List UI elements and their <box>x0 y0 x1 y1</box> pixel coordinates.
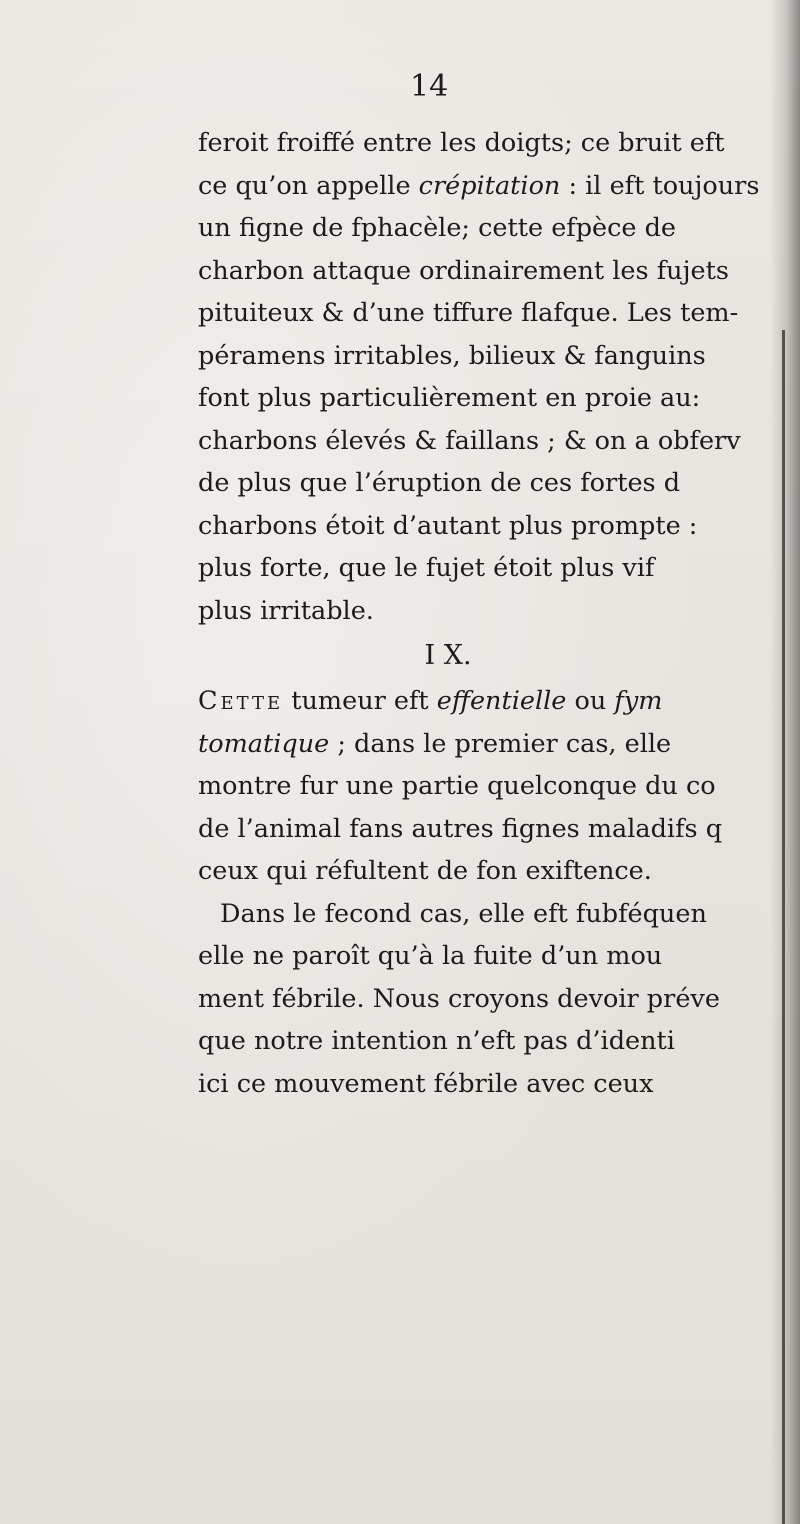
text-line: un figne de fphacèle; cette efpèce de <box>198 213 677 243</box>
opening-word: Cette <box>198 686 284 716</box>
text-line: plus forte, que le fujet étoit plus vif <box>198 553 655 583</box>
text-line: elle ne paroît qu’à la fuite d’un mou <box>198 941 663 971</box>
text-line: pituiteux & d’une tiffure flafque. Les tem- <box>198 298 739 328</box>
text-line: de plus que l’éruption de ces fortes d <box>198 468 681 498</box>
page-number: 14 <box>410 69 449 104</box>
text-line: péramens irritables, bilieux & fanguins <box>198 340 706 371</box>
text-line: charbon attaque ordinairement les fujets <box>198 255 729 286</box>
italic-term-tomatique: tomatique <box>198 728 330 759</box>
italic-term-fym: fym <box>614 686 663 716</box>
text-line: charbons étoit d’autant plus prompte : <box>198 510 698 541</box>
text-run: ou <box>566 686 615 716</box>
text-line: feroit froiffé entre les doigts; ce bruit eft <box>198 128 725 158</box>
italic-term-crepitation: crépitation <box>418 170 561 201</box>
text-line: ceux qui réfultent de fon exiftence. <box>198 856 652 886</box>
text-run: : il eft toujours <box>560 170 760 201</box>
text-line: ici ce mouvement fébrile avec ceux <box>198 1068 654 1099</box>
text-line <box>198 680 790 723</box>
text-run: ; dans le premier cas, elle <box>329 728 672 759</box>
page-edge-shadow <box>770 0 800 1524</box>
text-line <box>198 165 790 208</box>
text-line: Dans le fecond cas, elle eft fubféquen <box>220 898 707 929</box>
italic-term-effentielle: effentielle <box>436 686 567 716</box>
text-line: que notre intention n’eft pas d’identi <box>198 1026 675 1056</box>
text-line: plus irritable. <box>198 595 374 626</box>
text-line <box>198 723 790 766</box>
text-line: de l’animal fans autres fignes maladifs q <box>198 813 723 844</box>
text-run: tumeur eft <box>283 686 437 716</box>
text-line: charbons élevés & faillans ; & on a obferv <box>198 425 741 456</box>
text-line: font plus particulièrement en proie au: <box>198 383 701 413</box>
section-heading: I X. <box>424 640 472 671</box>
binding-edge <box>782 330 785 1524</box>
text-line: ment fébrile. Nous croyons devoir préve <box>198 983 720 1014</box>
body-text <box>198 122 790 1105</box>
text-line: montre fur une partie quelconque du co <box>198 771 716 801</box>
text-run: ce qu’on appelle <box>198 170 419 201</box>
